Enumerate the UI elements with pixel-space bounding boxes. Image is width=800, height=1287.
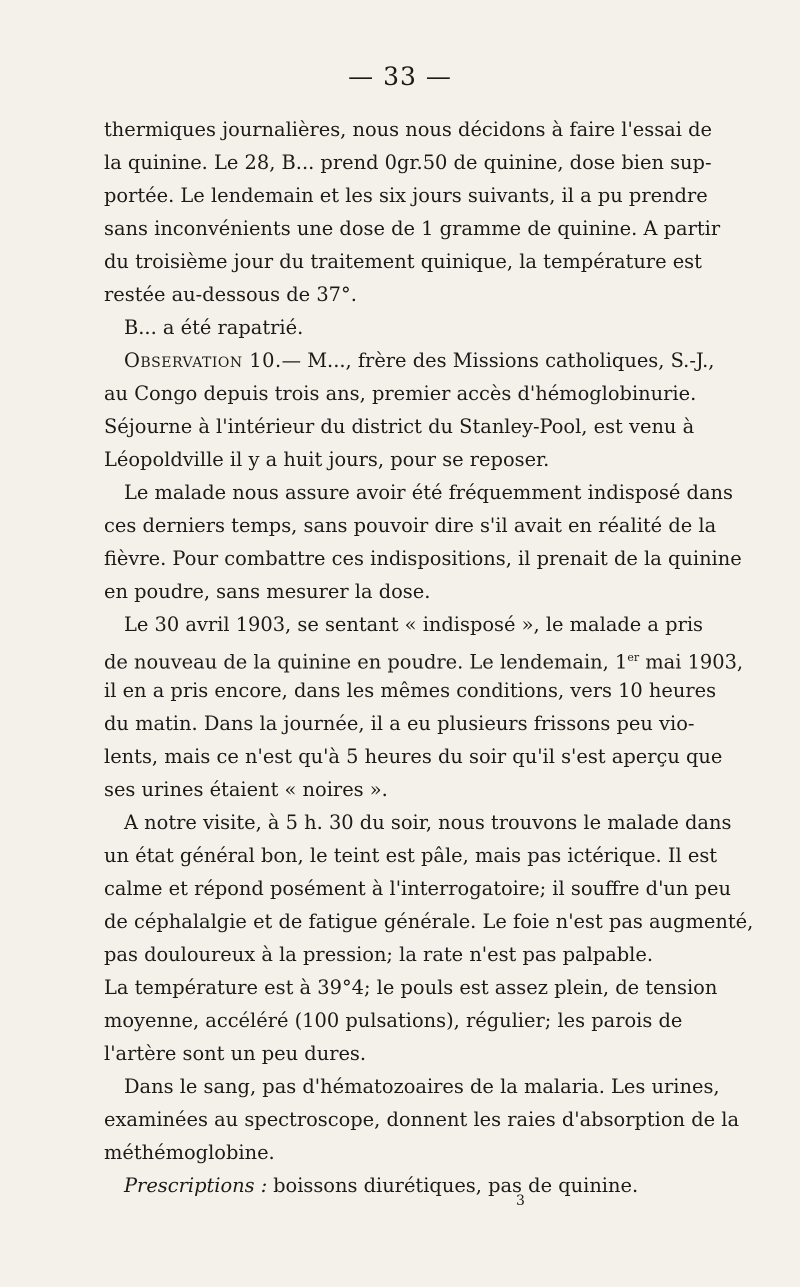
line-text-part: mai 1903, bbox=[639, 650, 744, 674]
text-line bbox=[104, 575, 634, 608]
text-line bbox=[104, 608, 703, 641]
line-text: ses urines étaient « noires ». bbox=[104, 778, 388, 801]
line-text: thermiques journalières, nous nous décidons à faire l'essai de bbox=[104, 118, 712, 141]
line-text: Léopoldville il y a huit jours, pour se reposer. bbox=[104, 448, 550, 471]
text-line bbox=[104, 542, 742, 575]
line-text: du matin. Dans la journée, il a eu plusieurs frissons peu vio- bbox=[104, 712, 695, 735]
text-line bbox=[104, 311, 634, 344]
text-line bbox=[104, 1070, 720, 1103]
observation-heading: Observation 10. bbox=[124, 349, 282, 372]
text-line bbox=[104, 971, 718, 1004]
text-line bbox=[104, 146, 712, 179]
page-number: — 33 — bbox=[348, 62, 452, 91]
line-text: l'artère sont un peu dures. bbox=[104, 1042, 367, 1065]
line-text: de céphalalgie et de fatigue générale. Le foie n'est pas augmenté, bbox=[104, 910, 754, 933]
line-text: La température est à 39°4; le pouls est assez plein, de tension bbox=[104, 976, 718, 999]
text-line bbox=[104, 212, 721, 245]
text-line bbox=[104, 839, 718, 872]
text-line bbox=[104, 1103, 740, 1136]
text-line bbox=[104, 509, 717, 542]
line-text-part: de nouveau de la quinine en poudre. Le lendemain, 1 bbox=[104, 650, 628, 674]
line-text: examinées au spectroscope, donnent les raies d'absorption de la bbox=[104, 1108, 740, 1131]
line-text: moyenne, accéléré (100 pulsations), régulier; les parois de bbox=[104, 1009, 683, 1032]
line-text: boissons diurétiques, pas de quinine. bbox=[273, 1174, 639, 1197]
text-line bbox=[104, 179, 708, 212]
line-text: restée au-dessous de 37°. bbox=[104, 283, 357, 306]
text-line bbox=[104, 938, 654, 971]
text-line bbox=[104, 113, 712, 146]
prescriptions-label: Prescriptions : bbox=[124, 1174, 268, 1197]
line-text: fièvre. Pour combattre ces indispositions, il prenait de la quinine bbox=[104, 547, 742, 570]
line-text: ces derniers temps, sans pouvoir dire s'il avait en réalité de la bbox=[104, 514, 717, 537]
text-line bbox=[104, 773, 634, 806]
line-text: calme et répond posément à l'interrogatoire; il souffre d'un peu bbox=[104, 877, 731, 900]
signature-mark: 3 bbox=[516, 1193, 525, 1209]
text-line bbox=[104, 740, 723, 773]
line-text: Le 30 avril 1903, se sentant « indisposé », le malade a pris bbox=[124, 613, 703, 636]
text-line bbox=[104, 476, 733, 509]
line-text: méthémoglobine. bbox=[104, 1141, 275, 1164]
line-text: au Congo depuis trois ans, premier accès d'hémoglobinurie. bbox=[104, 382, 697, 405]
text-line bbox=[104, 1037, 634, 1070]
line-text: sans inconvénients une dose de 1 gramme de quinine. A partir bbox=[104, 217, 721, 240]
text-line bbox=[104, 674, 717, 707]
line-text: il en a pris encore, dans les mêmes conditions, vers 10 heures bbox=[104, 679, 717, 702]
text-line bbox=[104, 707, 695, 740]
line-text: du troisième jour du traitement quinique, la température est bbox=[104, 250, 702, 273]
text-line bbox=[104, 245, 702, 278]
text-line bbox=[104, 905, 754, 938]
text-line bbox=[104, 344, 715, 377]
line-text: en poudre, sans mesurer la dose. bbox=[104, 580, 431, 603]
line-text: pas douloureux à la pression; la rate n'est pas palpable. bbox=[104, 943, 654, 966]
text-line bbox=[104, 1169, 639, 1202]
line-text: — M..., frère des Missions catholiques, S.-J., bbox=[281, 349, 715, 372]
text-line bbox=[104, 443, 634, 476]
text-line bbox=[104, 641, 744, 674]
line-text: Le malade nous assure avoir été fréquemment indisposé dans bbox=[124, 481, 733, 504]
line-text: lents, mais ce n'est qu'à 5 heures du soir qu'il s'est aperçu que bbox=[104, 745, 723, 768]
line-text: A notre visite, à 5 h. 30 du soir, nous trouvons le malade dans bbox=[124, 811, 732, 834]
line-text bbox=[104, 641, 743, 674]
text-line bbox=[104, 806, 732, 839]
body-text bbox=[104, 113, 754, 1202]
ordinal-superscript: er bbox=[627, 651, 640, 664]
line-text: Dans le sang, pas d'hématozoaires de la malaria. Les urines, bbox=[124, 1075, 720, 1098]
text-line bbox=[104, 1136, 634, 1169]
line-text: B... a été rapatrié. bbox=[124, 316, 304, 339]
text-line bbox=[104, 377, 697, 410]
line-text: portée. Le lendemain et les six jours suivants, il a pu prendre bbox=[104, 184, 708, 207]
line-text: la quinine. Le 28, B... prend 0gr.50 de quinine, dose bien sup- bbox=[104, 151, 712, 174]
text-line bbox=[104, 872, 731, 905]
text-line bbox=[104, 1004, 683, 1037]
line-text: un état général bon, le teint est pâle, mais pas ictérique. Il est bbox=[104, 844, 718, 867]
text-line bbox=[104, 278, 634, 311]
line-text: Séjourne à l'intérieur du district du Stanley-Pool, est venu à bbox=[104, 415, 695, 438]
text-line bbox=[104, 410, 695, 443]
